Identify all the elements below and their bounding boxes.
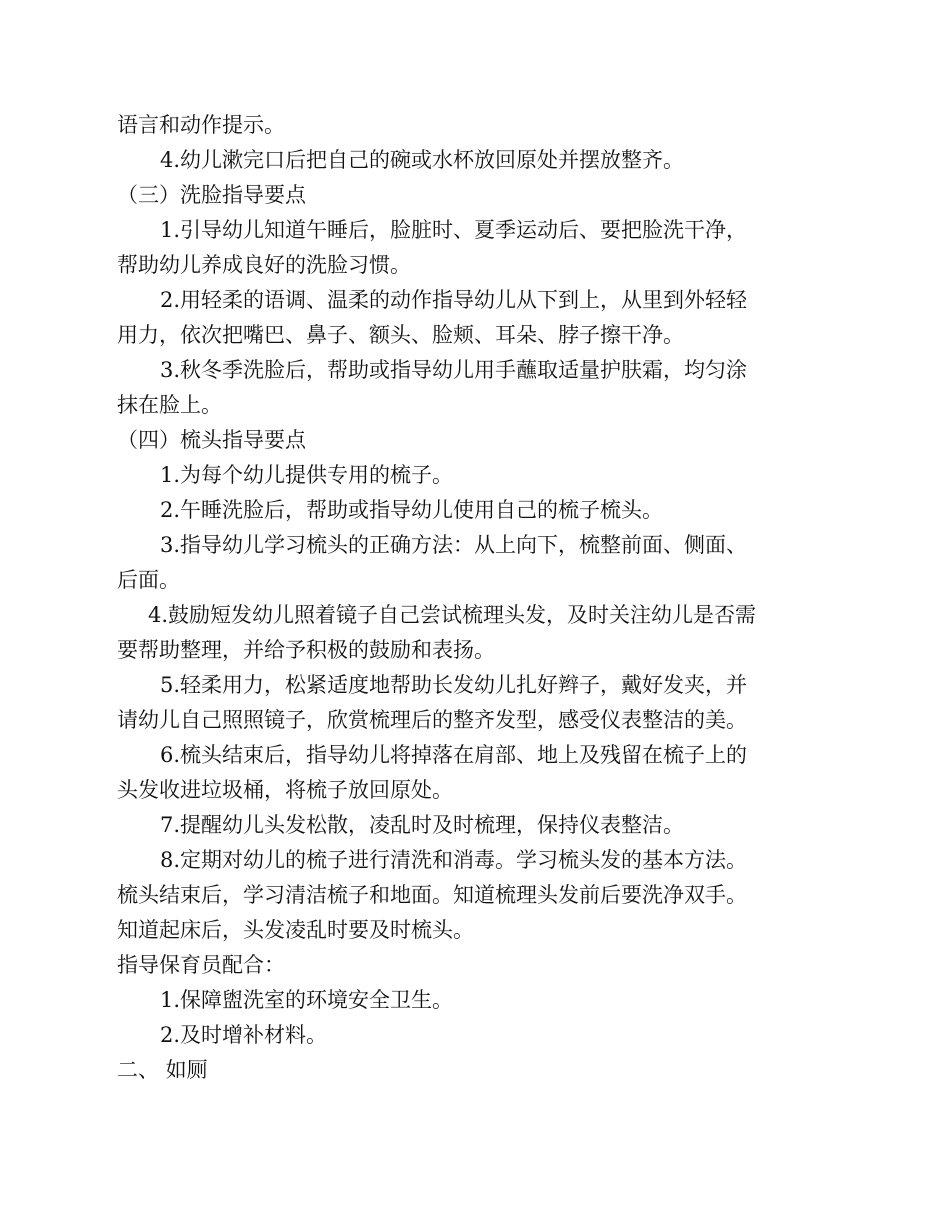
list-item: 2.午睡洗脸后，帮助或指导幼儿使用自己的梳子梳头。	[160, 498, 664, 522]
text-line: 要帮助整理，并给予积极的鼓励和表扬。	[117, 638, 495, 662]
section-heading: （四）梳头指导要点	[117, 428, 306, 452]
list-item: 1.保障盥洗室的环境安全卫生。	[160, 988, 454, 1012]
list-item: 1.为每个幼儿提供专用的梳子。	[160, 463, 454, 487]
list-item: 2.用轻柔的语调、温柔的动作指导幼儿从下到上，从里到外轻轻	[160, 288, 748, 312]
subsection-heading: 指导保育员配合：	[117, 953, 285, 977]
list-item: 4.鼓励短发幼儿照着镜子自己尝试梳理头发，及时关注幼儿是否需	[148, 603, 757, 627]
section-heading: （三）洗脸指导要点	[117, 183, 306, 207]
list-item: 5.轻柔用力，松紧适度地帮助长发幼儿扎好辫子，戴好发夹，并	[160, 673, 748, 697]
text-line: 请幼儿自己照照镜子，欣赏梳理后的整齐发型，感受仪表整洁的美。	[117, 708, 747, 732]
text-line: 后面。	[117, 568, 180, 592]
text-line: 语言和动作提示。	[117, 113, 285, 137]
text-line: 抹在脸上。	[117, 393, 222, 417]
list-item: 2.及时增补材料。	[160, 1023, 328, 1047]
list-item: 8.定期对幼儿的梳子进行清洗和消毒。学习梳头发的基本方法。	[160, 848, 748, 872]
section-heading: 二、 如厕	[117, 1058, 208, 1082]
list-item: 7.提醒幼儿头发松散，凌乱时及时梳理，保持仪表整洁。	[160, 813, 685, 837]
text-line: 头发收进垃圾桶，将梳子放回原处。	[117, 778, 453, 802]
list-item: 1.引导幼儿知道午睡后，脸脏时、夏季运动后、要把脸洗干净，	[160, 218, 748, 242]
list-item: 4.幼儿漱完口后把自己的碗或水杯放回原处并摆放整齐。	[160, 148, 685, 172]
list-item: 3.指导幼儿学习梳头的正确方法：从上向下，梳整前面、侧面、	[160, 533, 748, 557]
list-item: 6.梳头结束后，指导幼儿将掉落在肩部、地上及残留在梳子上的	[160, 743, 748, 767]
text-line: 梳头结束后，学习清洁梳子和地面。知道梳理头发前后要洗净双手。	[117, 883, 747, 907]
list-item: 3.秋冬季洗脸后，帮助或指导幼儿用手蘸取适量护肤霜，均匀涂	[160, 358, 748, 382]
text-line: 用力，依次把嘴巴、鼻子、额头、脸颊、耳朵、脖子擦干净。	[117, 323, 684, 347]
text-line: 知道起床后，头发凌乱时要及时梳头。	[117, 918, 474, 942]
text-line: 帮助幼儿养成良好的洗脸习惯。	[117, 253, 411, 277]
